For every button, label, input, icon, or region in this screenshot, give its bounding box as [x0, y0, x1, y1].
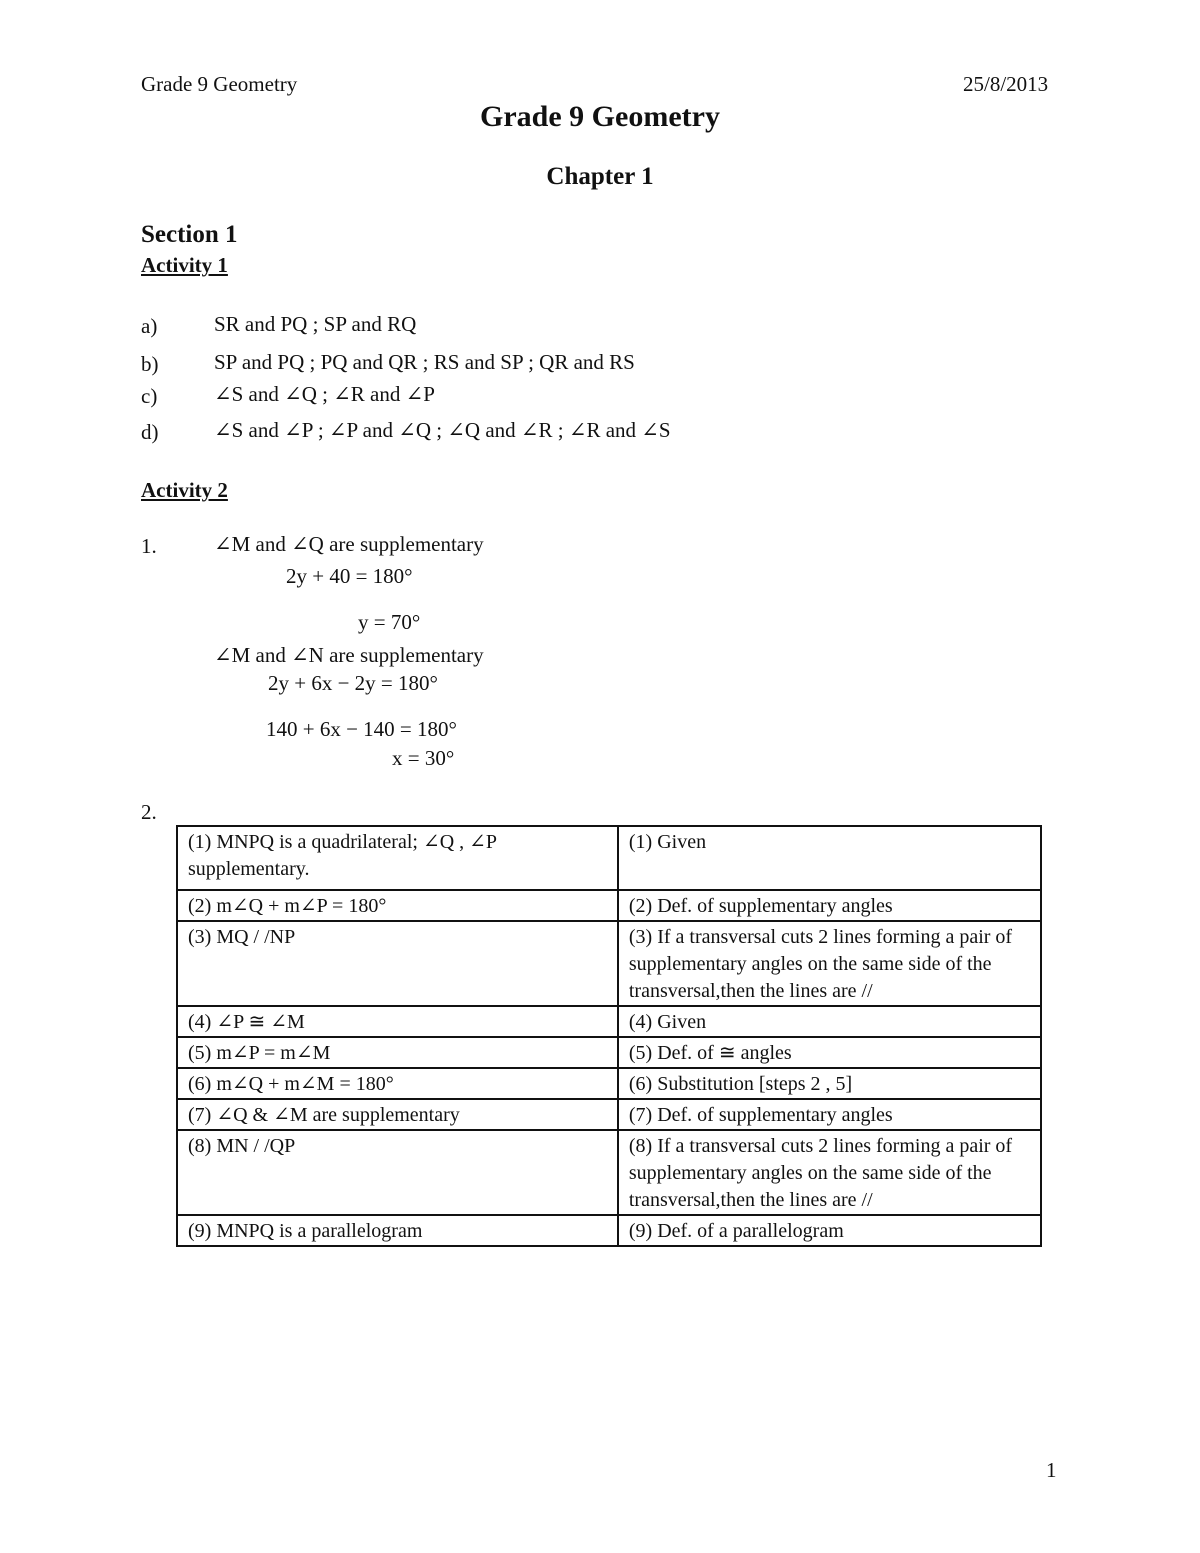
- activity1-label-d: d): [141, 420, 159, 444]
- reason-cell: (4) Given: [618, 1006, 1041, 1037]
- reason-cell: (5) Def. of ≅ angles: [618, 1037, 1041, 1068]
- q1-line-4: ∠M and ∠N are supplementary: [214, 643, 484, 667]
- table-row: [177, 890, 1041, 921]
- q1-label: 1.: [141, 534, 157, 558]
- table-row: [177, 1037, 1041, 1068]
- header-left: Grade 9 Geometry: [141, 72, 298, 96]
- q1-line-3: y = 70°: [358, 610, 421, 634]
- q1-line-6: 140 + 6x − 140 = 180°: [266, 717, 457, 741]
- table-row: [177, 1006, 1041, 1037]
- activity1-item-d: ∠S and ∠P ; ∠P and ∠Q ; ∠Q and ∠R ; ∠R and ∠S: [214, 418, 671, 442]
- statement-cell: (5) m∠P = m∠M: [177, 1037, 618, 1068]
- activity1-heading: Activity 1: [141, 253, 228, 277]
- reason-cell: (7) Def. of supplementary angles: [618, 1099, 1041, 1130]
- activity1-label-a: a): [141, 314, 158, 338]
- section-heading: Section 1: [141, 221, 238, 248]
- reason-cell: (3) If a transversal cuts 2 lines forming a pair of supplementary angles on the same side of the transversal,then the lines are //: [618, 921, 1041, 1006]
- activity1-label-b: b): [141, 352, 159, 376]
- table-row: [177, 826, 1041, 890]
- statement-cell: (1) MNPQ is a quadrilateral; ∠Q , ∠P supplementary.: [177, 826, 618, 890]
- header-date: 25/8/2013: [963, 72, 1049, 96]
- activity1-label-c: c): [141, 384, 158, 408]
- activity1-item-c: ∠S and ∠Q ; ∠R and ∠P: [214, 382, 435, 406]
- reason-cell: (9) Def. of a parallelogram: [618, 1215, 1041, 1246]
- statement-cell: (9) MNPQ is a parallelogram: [177, 1215, 618, 1246]
- q1-line-1: ∠M and ∠Q are supplementary: [214, 532, 484, 556]
- activity1-item-a: SR and PQ ; SP and RQ: [214, 312, 417, 336]
- chapter-heading: Chapter 1: [546, 163, 654, 190]
- q1-line-5: 2y + 6x − 2y = 180°: [268, 671, 438, 695]
- table-row: [177, 1099, 1041, 1130]
- table-row: [177, 1130, 1041, 1215]
- reason-cell: (6) Substitution [steps 2 , 5]: [618, 1068, 1041, 1099]
- table-row: [177, 1068, 1041, 1099]
- page-title: Grade 9 Geometry: [480, 100, 720, 133]
- statement-cell: (3) MQ / /NP: [177, 921, 618, 1006]
- statement-cell: (6) m∠Q + m∠M = 180°: [177, 1068, 618, 1099]
- statement-cell: (8) MN / /QP: [177, 1130, 618, 1215]
- proof-table: [176, 825, 1042, 1247]
- q1-line-7: x = 30°: [392, 746, 455, 770]
- reason-cell: (1) Given: [618, 826, 1041, 890]
- activity2-heading: Activity 2: [141, 478, 228, 502]
- q2-label: 2.: [141, 800, 157, 824]
- table-row: [177, 921, 1041, 1006]
- statement-cell: (7) ∠Q & ∠M are supplementary: [177, 1099, 618, 1130]
- page-number: 1: [1046, 1458, 1057, 1482]
- table-row: [177, 1215, 1041, 1246]
- activity1-item-b: SP and PQ ; PQ and QR ; RS and SP ; QR and RS: [214, 350, 635, 374]
- reason-cell: (2) Def. of supplementary angles: [618, 890, 1041, 921]
- q1-line-2: 2y + 40 = 180°: [286, 564, 413, 588]
- statement-cell: (2) m∠Q + m∠P = 180°: [177, 890, 618, 921]
- reason-cell: (8) If a transversal cuts 2 lines forming a pair of supplementary angles on the same side of the transversal,then the lines are //: [618, 1130, 1041, 1215]
- statement-cell: (4) ∠P ≅ ∠M: [177, 1006, 618, 1037]
